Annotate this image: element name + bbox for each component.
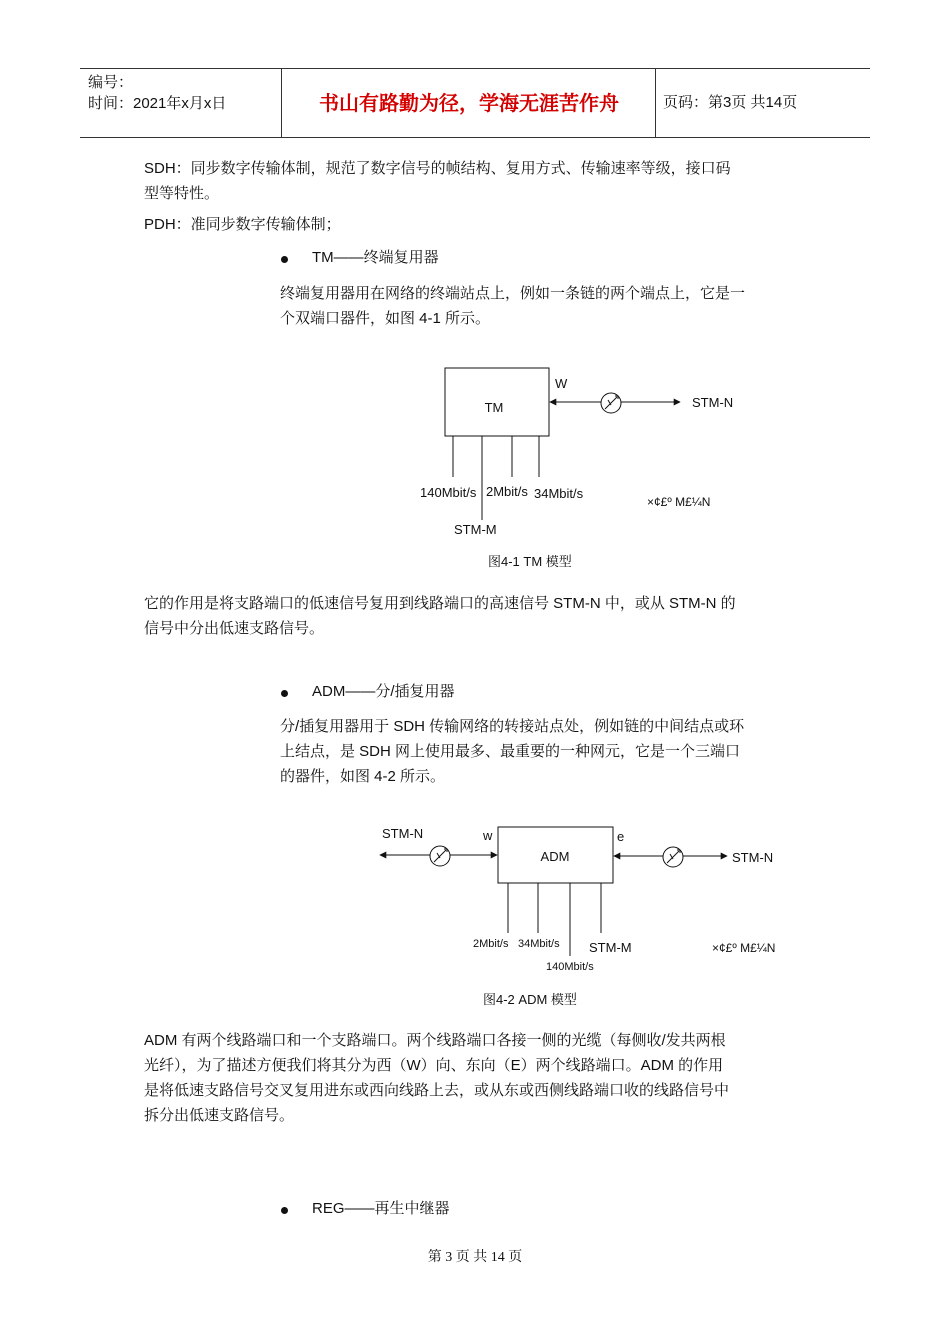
rate-2-label: 2Mbit/s <box>473 938 509 950</box>
adm-heading: ADM——分/插复用器 <box>312 683 455 700</box>
sdh-definition-line2: 型等特性。 <box>144 185 220 202</box>
reg-heading: REG——再生中继器 <box>312 1200 450 1217</box>
optical-transceiver-icon <box>430 846 450 866</box>
header-motto: 书山有路勤为径，学海无涯苦作舟 <box>319 91 619 115</box>
bullet-icon <box>281 256 288 263</box>
adm-model-diagram <box>370 818 810 978</box>
tm-desc-line2: 个双端口器件，如图 4-1 所示。 <box>280 310 491 327</box>
stm-m-label: STM-M <box>589 940 632 955</box>
tm-effect-line2: 信号中分出低速支路信号。 <box>144 620 325 637</box>
adm-desc-line3: 的器件，如图 4-2 所示。 <box>280 768 446 785</box>
stm-n-label: STM-N <box>692 395 734 410</box>
figure1-caption: 图4-1 TM 模型 <box>488 554 572 569</box>
pdh-definition: PDH：准同步数字传输体制； <box>144 216 341 233</box>
adm-effect-line1: ADM 有两个线路端口和一个支路端口。两个线路端口各接一侧的光缆（每侧收/发共两根 <box>144 1032 726 1049</box>
w-label: W <box>555 376 568 391</box>
figure2-caption: 图4-2 ADM 模型 <box>483 992 577 1007</box>
time-label: 时间：2021年x月x日 <box>88 95 227 112</box>
tm-heading: TM——终端复用器 <box>312 249 439 266</box>
garbled-label: ×¢£º M£¼N <box>712 941 776 955</box>
page-header <box>80 68 870 138</box>
stm-n-left-label: STM-N <box>382 826 424 841</box>
adm-box-label: ADM <box>540 849 570 864</box>
tm-effect-line1: 它的作用是将支路端口的低速信号复用到线路端口的高速信号 STM-N 中，或从 STM-N 的 <box>144 595 736 612</box>
rate-34-label: 34Mbit/s <box>534 486 584 501</box>
bullet-icon <box>281 690 288 697</box>
header-divider <box>655 69 656 137</box>
header-page-code: 页码：第3页 共14页 <box>663 94 798 111</box>
w-label: w <box>483 828 493 843</box>
rate-140-label: 140Mbit/s <box>420 485 477 500</box>
stm-m-label: STM-M <box>454 522 497 537</box>
e-label: e <box>617 829 625 844</box>
tm-model-diagram <box>410 360 770 550</box>
optical-transceiver-icon <box>663 847 683 867</box>
adm-desc-line2: 上结点，是 SDH 网上使用最多、最重要的一种网元，它是一个三端口 <box>280 743 741 760</box>
rate-34-label: 34Mbit/s <box>518 938 560 950</box>
adm-desc-line1: 分/插复用器用于 SDH 传输网络的转接站点处，例如链的中间结点或环 <box>280 718 745 735</box>
rate-140-label: 140Mbit/s <box>546 961 594 973</box>
bullet-icon <box>281 1207 288 1214</box>
optical-transceiver-icon <box>601 393 621 413</box>
adm-effect-line2: 光纤），为了描述方便我们将其分为西（W）向、东向（E）两个线路端口。ADM 的作用 <box>144 1057 724 1074</box>
tm-desc-line1: 终端复用器用在网络的终端站点上，例如一条链的两个端点上，它是一 <box>280 285 746 302</box>
adm-effect-line3: 是将低速支路信号交叉复用进东或西向线路上去，或从东或西侧线路端口收的线路信号中 <box>144 1082 730 1099</box>
sdh-definition-line1: SDH：同步数字传输体制，规范了数字信号的帧结构、复用方式、传输速率等级，接口码 <box>144 160 731 177</box>
rate-2-label: 2Mbit/s <box>486 484 528 499</box>
adm-effect-line4: 拆分出低速支路信号。 <box>144 1107 295 1124</box>
header-meta <box>88 72 226 114</box>
page-footer: 第 3 页 共 14 页 <box>427 1250 523 1265</box>
stm-n-right-label: STM-N <box>732 850 774 865</box>
number-label: 编号： <box>88 74 134 91</box>
tm-box-label: TM <box>484 400 504 415</box>
garbled-label: ×¢£º M£¼N <box>647 495 711 509</box>
